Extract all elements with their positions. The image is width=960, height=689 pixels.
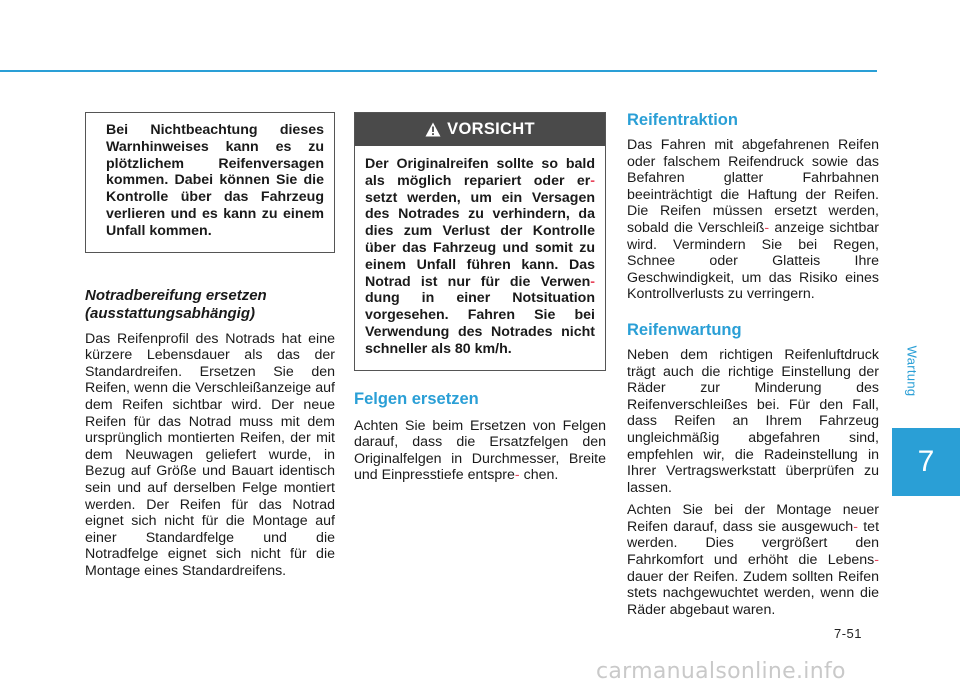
caution-title: VORSICHT <box>447 120 535 139</box>
caution-box <box>354 112 606 371</box>
page-number: 7-51 <box>834 626 863 641</box>
section-heading-traction: Reifentraktion <box>627 111 738 129</box>
rims-body <box>354 418 606 484</box>
traction-body <box>627 137 879 303</box>
caution-text-part-1: Der Originalreifen sollte so bald als möglich repariert oder er <box>365 156 595 189</box>
spare-tire-body: Das Reifenprofil des Notrads hat eine kürzere Lebensdauer als das der Standardreifen. Ersetzen Sie den Reifen, wenn die Verschleißanzeige auf dem Reifen sichtbar wird. Der neue Reifen für das Notrad muss mit dem ursprünglich montierten Reifen, der mit dem Neuwagen geliefert wurde, in Bezug auf Größe und Bauart identisch sein und auf derselben Felge montiert werden. Der Reifen für das Notrad eignet sich nicht für die Montage auf einer Standardfelge und die Notradfelge eignet sich nicht für die Montage eines Standardreifens. <box>85 330 335 579</box>
traction-body-part-2: anzeige sichtbar wird. Vermindern Sie bei Regen, Schnee oder Glatteis Ihre Geschwindigkeit, um das Risiko eines Kontrollverlusts zu verringern. <box>627 219 879 303</box>
section-heading-rims: Felgen ersetzen <box>354 389 479 408</box>
column-right <box>627 112 879 618</box>
subheading-line-2: (ausstattungsabhängig) <box>85 304 256 322</box>
warning-triangle-icon <box>425 122 441 137</box>
maintenance-body-2-part-2: tet werden. Dies vergrößert den Fahrkomfort und erhöht die Lebens <box>627 518 880 569</box>
caution-text <box>365 156 595 358</box>
watermark: carmanualsonline.info <box>596 659 846 684</box>
rims-body-part-1: Achten Sie beim Ersetzen von Felgen darauf, dass die Ersatzfelgen den Originalfelgen in Durchmesser, Breite und Einpresstiefe entspre <box>354 417 606 484</box>
traction-body-part-1: Das Fahren mit abgefahrenen Reifen oder falschem Reifendruck sowie das Befahren glatter Fahrbahnen beeinträchtigt die Haftung der Reifen. Die Reifen müssen ersetzt werden, sobald die Verschleiß <box>627 137 879 236</box>
caution-header <box>355 113 605 146</box>
warning-box <box>85 112 335 253</box>
maintenance-body-2-part-1: Achten Sie bei der Montage neuer Reifen darauf, dass sie ausgewuch <box>627 502 879 535</box>
warning-text: Bei Nichtbeachtung dieses Warnhinweises kann es zu plötzlichem Reifenversagen kommen. Dabei können Sie die Kontrolle über das Fahrzeug verlieren und es kann zu einem Unfall kommen. <box>106 122 324 239</box>
maintenance-body-2 <box>627 502 879 618</box>
chapter-title: Wartung <box>904 345 920 397</box>
maintenance-body-1: Neben dem richtigen Reifenluftdruck trägt auch die richtige Einstellung der Räder zur Minderung des Reifenverschleißes bei. Für den Fall, dass Reifen an Ihrem Fahrzeug ungleichmäßig abgefahren sind, empfehlen wir, die Radeinstellung in Ihrer Vertragswerkstatt überprüfen zu lassen. <box>627 346 879 496</box>
caution-text-part-3: dung in einer Notsituation vorgesehen. Fahren Sie bei Verwendung des Notrades nicht schneller als 80 km/h. <box>365 290 595 357</box>
chapter-side-label <box>902 335 922 407</box>
column-left <box>85 112 335 579</box>
subheading-spare-tire <box>85 287 335 323</box>
rims-body-part-2: chen. <box>523 467 559 484</box>
hyphen-mark: - <box>874 552 879 569</box>
hyphen-mark: - <box>514 467 520 484</box>
caution-text-part-2: setzt werden, um ein Versagen des Notrades zu verhindern, da dies zum Verlust der Kontrolle über das Fahrzeug und somit zu einem Unfall führen kann. Das Notrad ist nur für die Verwen <box>365 189 595 290</box>
maintenance-body-2-part-3: dauer der Reifen. Zudem sollten Reifen stets nachgewuchtet werden, wenn die Räder abgebaut waren. <box>627 568 879 618</box>
header-rule <box>0 70 877 72</box>
column-middle <box>354 112 606 484</box>
chapter-number-tab: 7 <box>892 428 960 496</box>
hyphen-mark: - <box>764 219 770 236</box>
caution-body <box>355 146 605 370</box>
hyphen-mark: - <box>590 273 595 290</box>
section-heading-maintenance: Reifenwartung <box>627 320 742 339</box>
hyphen-mark: - <box>590 172 595 189</box>
hyphen-mark: - <box>853 518 858 535</box>
subheading-line-1: Notradbereifung ersetzen <box>85 286 267 304</box>
